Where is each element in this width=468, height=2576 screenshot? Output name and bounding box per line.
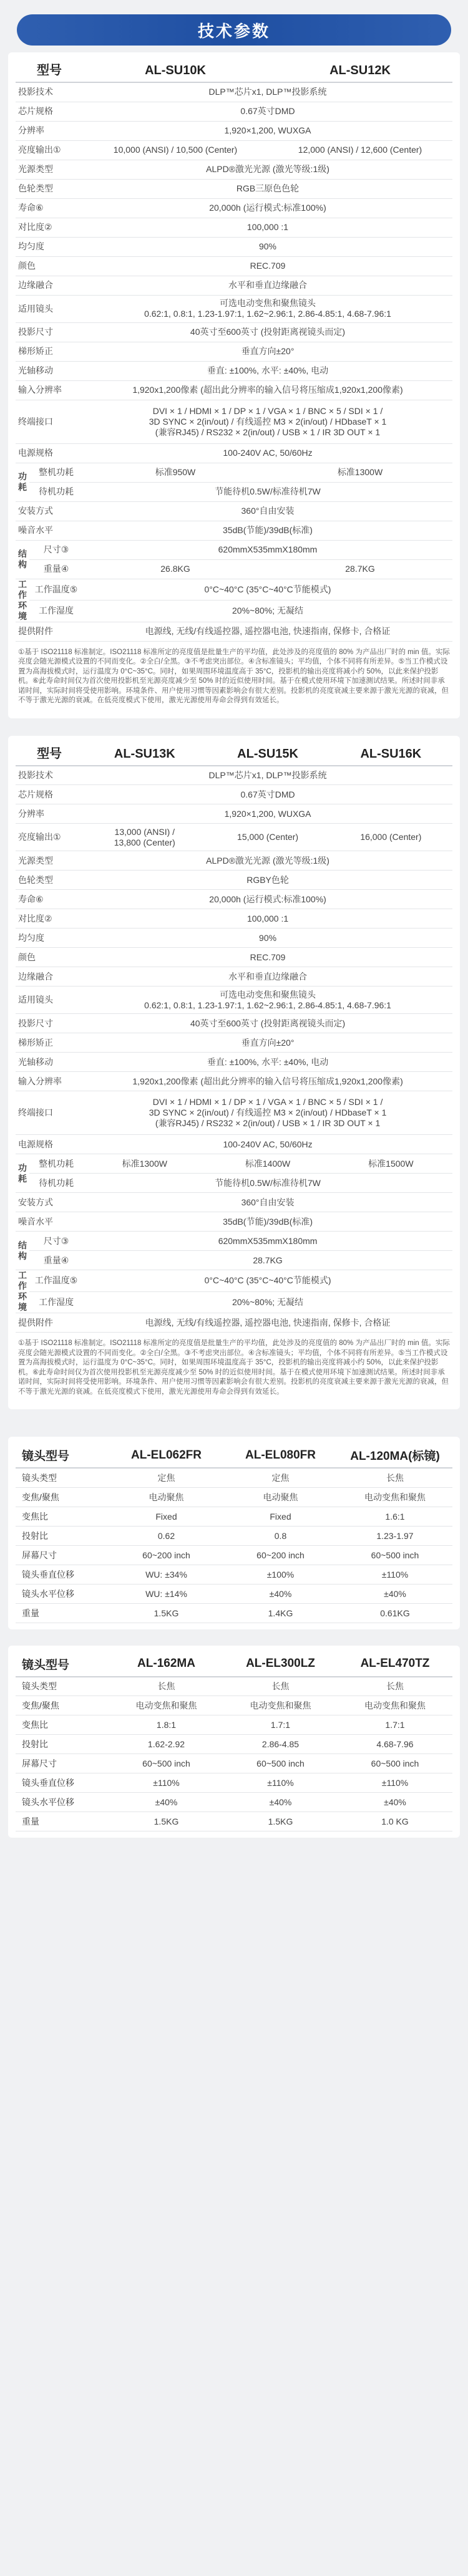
spec-value: 垂直方向±20° [83,1033,452,1053]
spec-row [16,237,452,256]
spec-label: 待机功耗 [29,1174,83,1193]
spec-row [16,256,452,276]
spec-label: 整机功耗 [29,1154,83,1174]
spec-row [16,400,452,443]
spec-row [16,380,452,400]
lens-row [16,1507,452,1526]
spec-label: 安装方式 [16,501,83,521]
lens-value: 60~200 inch [223,1545,338,1565]
lens-value: 60~500 inch [223,1754,338,1773]
spec-value: 1,920×1,200, WUXGA [83,804,452,824]
lens-label: 镜头类型 [16,1468,109,1487]
lens-row [16,1812,452,1831]
spec-row [16,218,452,237]
lens-header-row [16,1443,452,1468]
lens-value: 长焦 [338,1677,452,1696]
model-header-label: 型号 [16,60,83,82]
lens-value: ±40% [338,1584,452,1603]
spec-label: 颜色 [16,948,83,967]
spec-label: 提供附件 [16,1313,83,1333]
spec-label: 芯片规格 [16,785,83,804]
spec-label: 边缘融合 [16,967,83,987]
spec-row [16,1270,452,1292]
spec-label: 寿命⑥ [16,198,83,218]
lens-label: 镜头垂直位移 [16,1773,109,1793]
lens-model-name: AL-EL062FR [109,1443,223,1468]
lens-value: ±40% [338,1793,452,1812]
spec-value: 1,920x1,200像素 (超出此分辨率的输入信号将压缩成1,920x1,200像素) [83,380,452,400]
lens-value: 定焦 [223,1468,338,1487]
spec-value: 20,000h (运行模式:标准100%) [83,198,452,218]
lens-value: ±40% [109,1793,223,1812]
lens-value: Fixed [223,1507,338,1526]
spec-label: 光源类型 [16,851,83,871]
model-header-label: 型号 [16,743,83,766]
lens-value: ±100% [223,1565,338,1584]
spec-value: RGBY色轮 [83,871,452,890]
spec-footnote-2: ①基于 ISO21118 标准制定。ISO21118 标准所定的亮度值是批量生产的平均值，此处涉及的亮度值的 80% 为产品出厂时的 min 值。实际亮度会随光源模式设置的不同而变化。②全白/全黑。③不考虑突出部位。④含标准镜头；平均值，个体不同将有所差异。⑤当工作模式设置为高海拔模式时，运行温度为 0°C~35°C。同时，如果周围环境温度高于 35°C，投影机的输出亮度将减小约 50%，以此来保护投影机。⑥此寿命时间仅为首次使用投影机至光源亮度减少至 50% 时的近似使用时间。基于在模式使用环境下加速测试结果。所述时间非承诺时间，实际时间将受使用影响。环境条件、用户使用习惯等因素影响会有很大差别。投影机的亮度衰减主要来源于激光光源的衰减，但不等于激光光源的衰减。在低亮度模式下使用，激光光源使用寿命会得到有效延长。 [18,1339,450,1396]
page-title: 技术参数 [17,14,451,46]
spec-value: 电源线, 无线/有线遥控器, 遥控器电池, 快速指南, 保修卡, 合格证 [83,622,452,641]
lens-row [16,1696,452,1715]
spec-value: 16,000 (Center) [329,824,452,851]
spec-row [16,276,452,295]
spec-row [16,1135,452,1154]
spec-value: 90% [83,237,452,256]
model-name: AL-SU15K [206,743,329,766]
lens-value: 1.5KG [109,1812,223,1831]
spec-footnote-1: ①基于 ISO21118 标准制定。ISO21118 标准所定的亮度值是批量生产的平均值，此处涉及的亮度值的 80% 为产品出厂时的 min 值。实际亮度会随光源模式设置的不同而变化。②全白/全黑。③不考虑突出部位。④含标准镜头；平均值，个体不同将有所差异。⑤当工作模式设置为高海拔模式时，运行温度为 0°C~35°C。同时，如果周围环境温度高于 35°C，投影机的输出亮度将减小约 50%，以此来保护投影机。⑥此寿命时间仅为首次使用投影机至光源亮度减少至 50% 时的近似使用时间。基于在模式使用环境下加速测试结果。所述时间非承诺时间，实际时间将受使用影响。环境条件、用户使用习惯等因素影响会有很大差别。投影机的亮度衰减主要来源于激光光源的衰减，但不等于激光光源的衰减。在低亮度模式下使用，激光光源使用寿命会得到有效延长。 [18,648,450,704]
lens-label: 变焦比 [16,1715,109,1735]
spec-value: 100,000 :1 [83,909,452,929]
spec-label: 整机功耗 [29,463,83,482]
spec-value: 1,920x1,200像素 (超出此分辨率的输入信号将压缩成1,920x1,200像素) [83,1072,452,1091]
spec-value: 节能待机0.5W/标准待机7W [83,482,452,501]
spec-value: 标准1300W [268,463,452,482]
spec-row [16,1212,452,1232]
spec-value: DLP™芯片x1, DLP™投影系统 [83,766,452,785]
spec-label: 对比度② [16,218,83,237]
lens-row [16,1715,452,1735]
lens-card-1 [8,1437,460,1629]
lens-value: 定焦 [109,1468,223,1487]
lens-model-name: AL-EL470TZ [338,1652,452,1677]
lens-row [16,1754,452,1773]
spec-value: 可选电动变焦和聚焦镜头 0.62:1, 0.8:1, 1.23-1.97:1, 1.62~2.96:1, 2.86-4.85:1, 4.68-7.96:1 [83,295,452,322]
spec-value: RGB三原色色轮 [83,179,452,198]
lens-value: 电动变焦和聚焦 [109,1696,223,1715]
lens-table-2 [16,1652,452,1832]
spec-label: 色轮类型 [16,871,83,890]
spec-card-su13k-su16k [8,736,460,1410]
spec-header-row [16,60,452,82]
spec-value: 0°C~40°C (35°C~40°C节能模式) [83,1270,452,1292]
spec-value: 40英寸至600英寸 (投射距离视镜头而定) [83,1014,452,1033]
lens-value: 电动变焦和聚焦 [338,1696,452,1715]
spec-row [16,443,452,463]
spec-label: 适用镜头 [16,987,83,1014]
lens-label: 投射比 [16,1735,109,1754]
spec-value: 标准950W [83,463,268,482]
spec-row [16,987,452,1014]
lens-label: 镜头水平位移 [16,1793,109,1812]
lens-value: 1.23-1.97 [338,1526,452,1545]
lens-value: WU: ±14% [109,1584,223,1603]
spec-label: 适用镜头 [16,295,83,322]
lens-row [16,1545,452,1565]
spec-label: 安装方式 [16,1193,83,1212]
lens-value: 电动聚焦 [109,1487,223,1507]
spec-row [16,342,452,361]
spec-value: 90% [83,929,452,948]
lens-row [16,1773,452,1793]
lens-label: 投射比 [16,1526,109,1545]
spec-row [16,521,452,540]
spec-label: 电源规格 [16,1135,83,1154]
lens-row [16,1565,452,1584]
spec-row [16,948,452,967]
lens-row [16,1526,452,1545]
spec-row [16,1251,452,1270]
lens-model-name: AL-EL080FR [223,1443,338,1468]
spec-value: 620mmX535mmX180mm [83,1232,452,1251]
spec-row [16,1193,452,1212]
lens-value: 长焦 [223,1677,338,1696]
spec-label: 输入分辨率 [16,380,83,400]
spec-label: 重量④ [29,1251,83,1270]
spec-label: 光轴移动 [16,361,83,380]
lens-row [16,1735,452,1754]
spec-value: 620mmX535mmX180mm [83,540,452,559]
spec-value: 100,000 :1 [83,218,452,237]
spec-row [16,463,452,482]
lens-value: ±110% [338,1773,452,1793]
lens-label: 变焦/聚焦 [16,1696,109,1715]
spec-row [16,622,452,641]
spec-value: 13,000 (ANSI) / 13,800 (Center) [83,824,206,851]
spec-row [16,967,452,987]
lens-header-label: 镜头型号 [16,1443,109,1468]
spec-label: 噪音水平 [16,1212,83,1232]
spec-row [16,1072,452,1091]
lens-value: 电动变焦和聚焦 [338,1487,452,1507]
lens-value: 1.8:1 [109,1715,223,1735]
lens-label: 镜头类型 [16,1677,109,1696]
model-name: AL-SU12K [268,60,452,82]
spec-value: 标准1400W [206,1154,329,1174]
lens-value: 0.62 [109,1526,223,1545]
lens-model-name: AL-EL300LZ [223,1652,338,1677]
lens-value: 60~500 inch [338,1754,452,1773]
spec-table-2 [16,743,452,1333]
spec-row [16,361,452,380]
spec-label: 电源规格 [16,443,83,463]
spec-value: 垂直: ±100%, 水平: ±40%, 电动 [83,1053,452,1072]
spec-row [16,601,452,622]
lens-model-name: AL-120MA(标镜) [338,1443,452,1468]
spec-group-label: 功耗 [16,463,29,501]
header-bar [0,7,468,52]
lens-value: 60~200 inch [109,1545,223,1565]
spec-label: 分辨率 [16,804,83,824]
spec-row [16,82,452,102]
spec-label: 光轴移动 [16,1053,83,1072]
spec-row [16,1053,452,1072]
spec-row [16,824,452,851]
spec-label: 亮度输出① [16,824,83,851]
spec-value: 26.8KG [83,559,268,579]
model-name: AL-SU13K [83,743,206,766]
spec-row [16,851,452,871]
spec-value: 100-240V AC, 50/60Hz [83,1135,452,1154]
spec-value: 0°C~40°C (35°C~40°C节能模式) [83,579,452,601]
spec-label: 光源类型 [16,160,83,179]
spec-value: 10,000 (ANSI) / 10,500 (Center) [83,140,268,160]
spec-label: 尺寸③ [29,1232,83,1251]
spec-label: 寿命⑥ [16,890,83,909]
lens-value: ±40% [223,1584,338,1603]
spec-label: 尺寸③ [29,540,83,559]
spec-value: 360°自由安装 [83,501,452,521]
spec-value: 标准1500W [329,1154,452,1174]
spec-value: REC.709 [83,256,452,276]
spec-value: 垂直: ±100%, 水平: ±40%, 电动 [83,361,452,380]
spec-value: 电源线, 无线/有线遥控器, 遥控器电池, 快速指南, 保修卡, 合格证 [83,1313,452,1333]
lens-row [16,1487,452,1507]
spec-value: 垂直方向±20° [83,342,452,361]
spec-label: 颜色 [16,256,83,276]
spec-row [16,322,452,342]
spec-label: 重量④ [29,559,83,579]
spec-label: 工作湿度 [29,601,83,622]
spec-value: 15,000 (Center) [206,824,329,851]
spec-row [16,559,452,579]
lens-label: 重量 [16,1812,109,1831]
spec-label: 噪音水平 [16,521,83,540]
lens-row [16,1793,452,1812]
lens-value: 1.6:1 [338,1507,452,1526]
lens-label: 变焦/聚焦 [16,1487,109,1507]
spec-row [16,804,452,824]
spec-value: 标准1300W [83,1154,206,1174]
spec-row [16,1154,452,1174]
spec-label: 边缘融合 [16,276,83,295]
lens-value: 1.62-2.92 [109,1735,223,1754]
lens-value: ±110% [338,1565,452,1584]
lens-label: 屏幕尺寸 [16,1754,109,1773]
spec-label: 终端接口 [16,1091,83,1135]
spec-label: 芯片规格 [16,102,83,121]
lens-value: 1.7:1 [338,1715,452,1735]
spec-label: 对比度② [16,909,83,929]
spec-row [16,766,452,785]
lens-table-1 [16,1443,452,1623]
spec-row [16,1174,452,1193]
lens-label: 镜头水平位移 [16,1584,109,1603]
spec-row [16,579,452,601]
lens-value: ±40% [223,1793,338,1812]
top-strip [0,0,468,7]
lens-label: 屏幕尺寸 [16,1545,109,1565]
spec-value: 12,000 (ANSI) / 12,600 (Center) [268,140,452,160]
lens-label: 变焦比 [16,1507,109,1526]
lens-value: 1.5KG [109,1603,223,1623]
spec-group-label: 结构 [16,540,29,579]
spec-row [16,198,452,218]
lens-row [16,1603,452,1623]
spec-row [16,909,452,929]
spec-label: 梯形矫正 [16,342,83,361]
spec-label: 投影尺寸 [16,322,83,342]
spec-row [16,179,452,198]
lens-value: 0.8 [223,1526,338,1545]
spec-row [16,1313,452,1333]
spec-value: ALPD®激光光源 (激光等级:1级) [83,851,452,871]
spec-label: 工作温度⑤ [29,1270,83,1292]
spec-row [16,140,452,160]
lens-value: 1.7:1 [223,1715,338,1735]
spec-label: 亮度输出① [16,140,83,160]
spec-label: 工作温度⑤ [29,579,83,601]
spec-value: 0.67英寸DMD [83,102,452,121]
lens-value: WU: ±34% [109,1565,223,1584]
spec-label: 投影尺寸 [16,1014,83,1033]
spec-label: 输入分辨率 [16,1072,83,1091]
spec-row [16,1232,452,1251]
lens-card-2 [8,1646,460,1838]
spec-label: 梯形矫正 [16,1033,83,1053]
spec-value: 20,000h (运行模式:标准100%) [83,890,452,909]
spec-value: 28.7KG [268,559,452,579]
spec-value: 可选电动变焦和聚焦镜头 0.62:1, 0.8:1, 1.23-1.97:1, 1.62~2.96:1, 2.86-4.85:1, 4.68-7.96:1 [83,987,452,1014]
spec-label: 终端接口 [16,400,83,443]
spec-value: 35dB(节能)/39dB(标准) [83,521,452,540]
spec-label: 均匀度 [16,929,83,948]
lens-value: 长焦 [109,1677,223,1696]
spec-value: DVI × 1 / HDMI × 1 / DP × 1 / VGA × 1 / BNC × 5 / SDI × 1 / 3D SYNC × 2(in/out) / 有线遥控 M3 × 2(in/out) / HDbaseT × 1 (兼容RJ45) / RS232 × 2(in/out) / USB × 1 / IR 3D OUT × 1 [83,400,452,443]
spec-row [16,1033,452,1053]
spec-group-label: 结构 [16,1232,29,1270]
lens-value: 1.0 KG [338,1812,452,1831]
spec-value: DLP™芯片x1, DLP™投影系统 [83,82,452,102]
spec-row [16,890,452,909]
spec-row [16,785,452,804]
spec-value: 节能待机0.5W/标准待机7W [83,1174,452,1193]
spec-row [16,1291,452,1313]
lens-row [16,1584,452,1603]
spec-row [16,871,452,890]
lens-header-row [16,1652,452,1677]
spec-value: 40英寸至600英寸 (投射距离视镜头而定) [83,322,452,342]
spec-row [16,1014,452,1033]
spec-row [16,501,452,521]
model-name: AL-SU10K [83,60,268,82]
spec-table-1 [16,60,452,642]
spec-value: 0.67英寸DMD [83,785,452,804]
spec-value: 100-240V AC, 50/60Hz [83,443,452,463]
spec-value: 28.7KG [83,1251,452,1270]
spec-label: 色轮类型 [16,179,83,198]
spec-row [16,929,452,948]
lens-value: 60~500 inch [338,1545,452,1565]
lens-value: 0.61KG [338,1603,452,1623]
lens-label: 镜头垂直位移 [16,1565,109,1584]
spec-label: 投影技术 [16,82,83,102]
lens-model-name: AL-162MA [109,1652,223,1677]
spec-label: 提供附件 [16,622,83,641]
spec-value: 20%~80%; 无凝结 [83,601,452,622]
spec-value: ALPD®激光光源 (激光等级:1级) [83,160,452,179]
spec-row [16,295,452,322]
lens-value: 长焦 [338,1468,452,1487]
spec-header-row [16,743,452,766]
lens-label: 重量 [16,1603,109,1623]
spec-value: 1,920×1,200, WUXGA [83,121,452,140]
spec-row [16,482,452,501]
spec-value: DVI × 1 / HDMI × 1 / DP × 1 / VGA × 1 / BNC × 5 / SDI × 1 / 3D SYNC × 2(in/out) / 有线遥控 M3 × 2(in/out) / HDbaseT × 1 (兼容RJ45) / RS232 × 2(in/out) / USB × 1 / IR 3D OUT × 1 [83,1091,452,1135]
lens-row [16,1468,452,1487]
spec-label: 工作湿度 [29,1291,83,1313]
spec-group-label: 功耗 [16,1154,29,1193]
lens-value: 电动变焦和聚焦 [223,1696,338,1715]
spec-label: 分辨率 [16,121,83,140]
lens-value: 4.68-7.96 [338,1735,452,1754]
spec-row [16,160,452,179]
spec-group-label: 工作环境 [16,579,29,622]
spec-row [16,102,452,121]
spec-label: 投影技术 [16,766,83,785]
spec-value: 水平和垂直边缘融合 [83,276,452,295]
lens-value: 60~500 inch [109,1754,223,1773]
spec-group-label: 工作环境 [16,1270,29,1313]
lens-value: Fixed [109,1507,223,1526]
spec-row [16,1091,452,1135]
spec-value: 20%~80%; 无凝结 [83,1291,452,1313]
spec-label: 均匀度 [16,237,83,256]
lens-value: ±110% [223,1773,338,1793]
lens-header-label: 镜头型号 [16,1652,109,1677]
spec-card-su10k-su12k [8,52,460,718]
model-name: AL-SU16K [329,743,452,766]
lens-value: 2.86-4.85 [223,1735,338,1754]
lens-value: 1.4KG [223,1603,338,1623]
spec-value: 水平和垂直边缘融合 [83,967,452,987]
spec-value: 35dB(节能)/39dB(标准) [83,1212,452,1232]
lens-row [16,1677,452,1696]
spec-row [16,121,452,140]
spec-label: 待机功耗 [29,482,83,501]
spec-value: REC.709 [83,948,452,967]
spec-row [16,540,452,559]
spec-value: 360°自由安装 [83,1193,452,1212]
lens-value: 电动聚焦 [223,1487,338,1507]
lens-value: ±110% [109,1773,223,1793]
lens-value: 1.5KG [223,1812,338,1831]
